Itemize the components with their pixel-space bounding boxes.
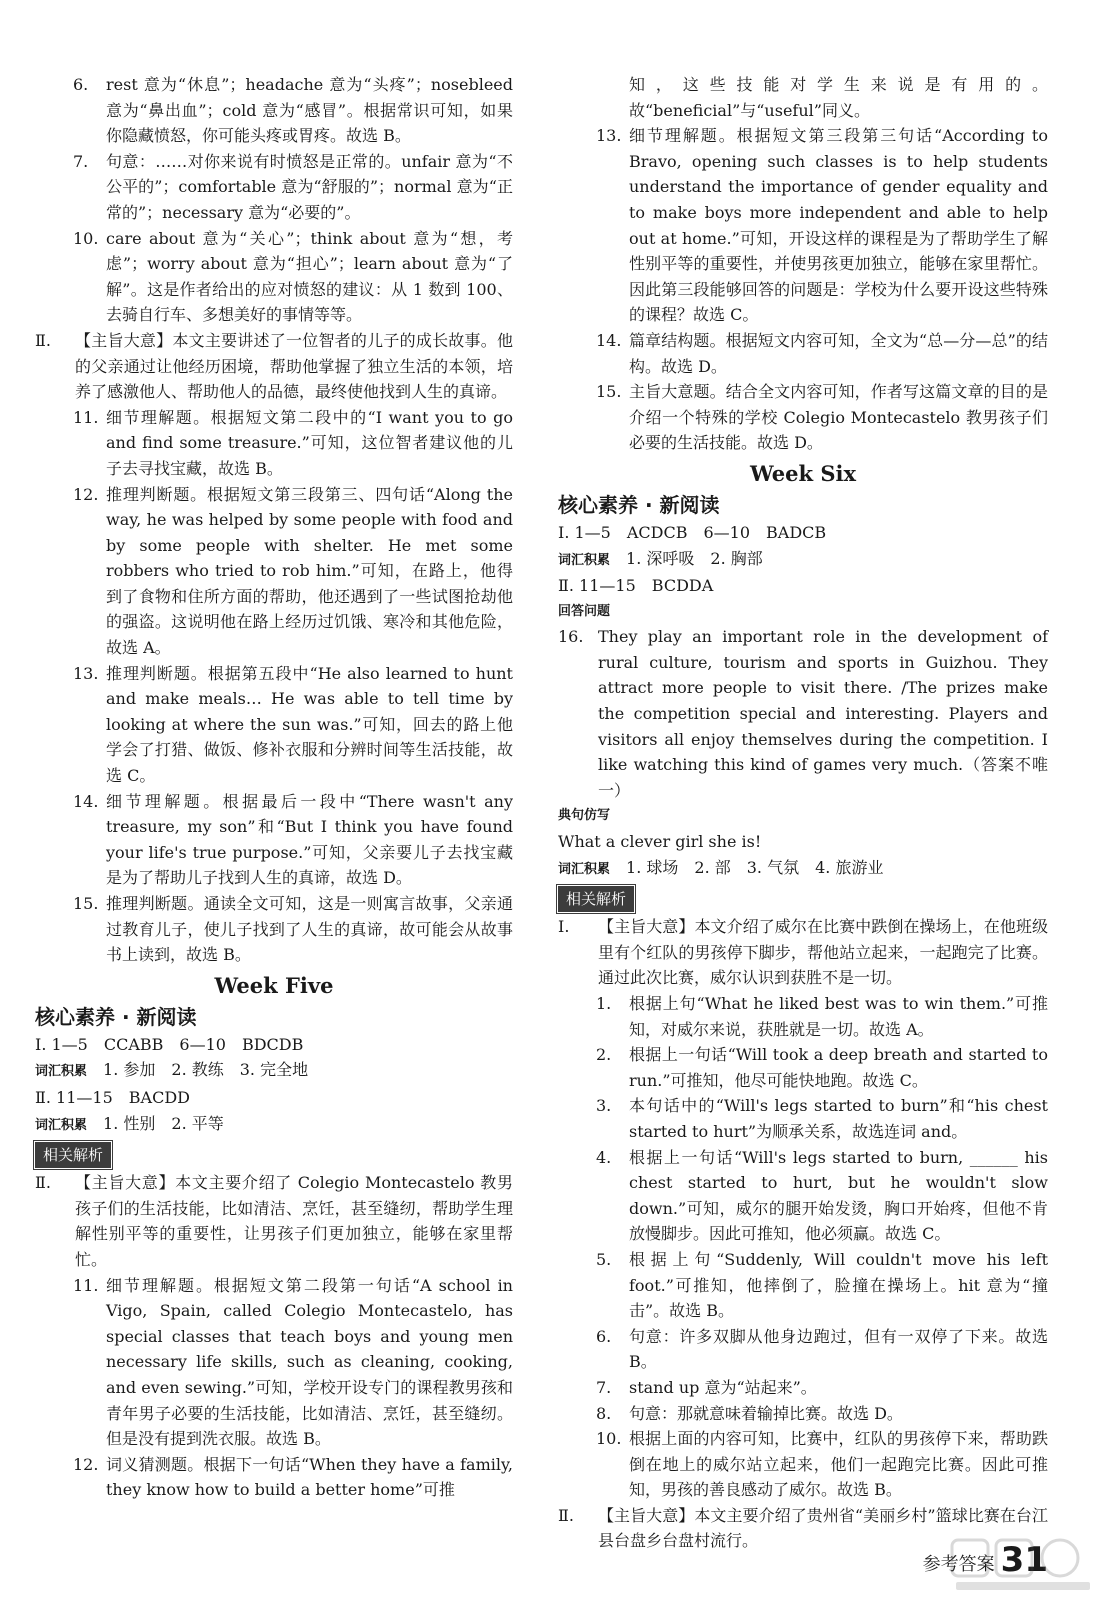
week-title: Week Six bbox=[749, 460, 857, 486]
answer-key: Ⅱ. 11—15 BCDDA bbox=[558, 576, 714, 596]
imitate-label: 典句仿写 bbox=[558, 808, 611, 824]
answer-item: 6. rest 意为“休息”；headache 意为“头疼”；nosebleed 意为“鼻出血”；cold 意为“感冒”。根据常识可知，如果你隐藏愤怒，你可能头疼或胃疼。故选 B。 bbox=[73, 75, 513, 146]
imitate-sentence: What a clever girl she is! bbox=[558, 832, 762, 852]
answer-item: 5. 根据上句“Suddenly, Will couldn't move his left foot.”可推知，他摔倒了，脸撞在操场上。hit 意为“撞击”。故选 B。 bbox=[596, 1249, 1048, 1321]
answer-item: 13. 细节理解题。根据短文第三段第三句话“According to Bravo, opening such classes is to help students understand the importance of gender equality and to make boys more independent and able to help out at home.”可知，开设这样的课程是为了帮助学生了解性别平等的重要性，并使男孩更加独立，能够在家里帮忙。因此第三段能够回答的问题是：学校为什么要开设这些特殊的课程？故选 C。 bbox=[596, 126, 1048, 325]
analysis-tag: 相关解析 bbox=[558, 886, 634, 912]
answer-item: 15. 主旨大意题。结合全文内容可知，作者写这篇文章的目的是介绍一个特殊的学校 Colegio Montecastelo 教男孩子们必要的生活技能。故选 D。 bbox=[596, 382, 1048, 453]
answer-item: 16. They play an important role in the development of rural culture, tourism and sports in Guizhou. They attract more people to visit there. /The prizes make the competition special and interesting. Players and visitors all enjoy themselves during the competition. I like watching this kind of games very much.（答案不唯一） bbox=[558, 627, 1048, 800]
answer-item: 11. 细节理解题。根据短文第二段第一句话“A school in Vigo, Spain, called Colegio Montecastelo, has special classes that teach boys and young men necessary life skills, such as cleaning, cooking, and even sewing.”可知，学校开设专门的课程教男孩和青年男子必要的生活技能，比如清洁、烹饪，甚至缝纫。但是没有提到洗衣服。故选 B。 bbox=[73, 1275, 513, 1449]
answer-item: 6. 句意：许多双脚从他身边跑过，但有一双停了下来。故选 B。 bbox=[596, 1326, 1048, 1372]
left-column bbox=[35, 72, 513, 1503]
answer-item: 1. 根据上句“What he liked best was to win them.”可推知，对威尔来说，获胜就是一切。故选 A。 bbox=[596, 994, 1048, 1039]
main-idea-block: Ⅱ. 【主旨大意】本文主要介绍了 Colegio Montecastelo 教男孩子们的生活技能，比如清洁、烹饪，甚至缝纫，帮助学生理解性别平等的重要性，让男孩子们更加独立，能够在家里帮忙。 bbox=[35, 1173, 513, 1269]
main-idea-block: Ⅱ. 【主旨大意】本文主要介绍了贵州省“美丽乡村”篮球比赛在台江县台盘乡台盘村流行。 bbox=[558, 1505, 1048, 1551]
answer-key: Ⅰ. 1—5 CCABB 6—10 BDCDB bbox=[35, 1034, 304, 1054]
answer-item: 12. 词义猜测题。根据下一句话“When they have a family, they know how to build a better home”可推 bbox=[73, 1454, 513, 1500]
answer-item: 7. stand up 意为“站起来”。 bbox=[596, 1377, 817, 1397]
continued-text: 知，这些技能对学生来说是有用的。故“beneficial”与“useful”同义。 bbox=[629, 75, 1048, 120]
vocab-line: 词汇积累 1. 参加 2. 教练 3. 完全地 bbox=[35, 1060, 309, 1080]
answer-item: 3. 本句话中的“Will's legs started to burn”和“his chest started to hurt”为顺承关系，故选连词 and。 bbox=[596, 1096, 1048, 1141]
qa-label: 回答问题 bbox=[558, 603, 611, 619]
answer-item: 7. 句意：……对你来说有时愤怒是正常的。unfair 意为“不公平的”；comfortable 意为“舒服的”；normal 意为“正常的”；necessary 意为“必要的”。 bbox=[73, 151, 513, 222]
main-idea-block: Ⅰ. 【主旨大意】本文介绍了威尔在比赛中跌倒在操场上，在他班级里有个红队的男孩停下脚步，帮他站立起来，一起跑完了比赛。通过此次比赛，威尔认识到获胜不是一切。 bbox=[558, 917, 1048, 988]
answer-item: 14. 细节理解题。根据最后一段中“There wasn't any treasure, my son”和“But I think you have found your life's true purpose.”可知，父亲要儿子去找宝藏是为了帮助儿子找到人生的真谛，故选 D。 bbox=[73, 791, 513, 888]
answer-item: 12. 推理判断题。根据短文第三段第三、四句话“Along the way, he was helped by some people with food and by some people with shelter. He met some robbers who tried to rob him.”可知，在路上，他得到了食物和住所方面的帮助，他还遇到了一些试图抢劫他的强盗。这说明他在路上经历过饥饿、寒冷和其他危险，故选 A。 bbox=[73, 484, 513, 658]
answer-item: 13. 推理判断题。根据第五段中“He also learned to hunt and make meals… He was able to tell time by looking at where the sun was.”可知，回去的路上他学会了打猎、做饭、修补衣服和分辨时间等生活技能，故选 C。 bbox=[73, 663, 513, 786]
right-column bbox=[558, 72, 1048, 1554]
footer-label: 参考答案 bbox=[922, 1554, 995, 1575]
answer-key: Ⅱ. 11—15 BACDD bbox=[35, 1087, 190, 1107]
answer-item: 14. 篇章结构题。根据短文内容可知，全文为“总—分—总”的结构。故选 D。 bbox=[596, 330, 1048, 376]
answer-key: Ⅰ. 1—5 ACDCB 6—10 BADCB bbox=[558, 522, 827, 542]
section-heading: 核心素养 · 新阅读 bbox=[35, 1004, 197, 1029]
answer-item: 15. 推理判断题。通读全文可知，这是一则寓言故事，父亲通过教育儿子，使儿子找到了人生的真谛，故可能会从故事书上读到，故选 B。 bbox=[73, 894, 513, 965]
answer-item: 10. 根据上面的内容可知，比赛中，红队的男孩停下来，帮助跌倒在地上的威尔站立起来，他们一起跑完比赛。因此可推知，男孩的善良感动了威尔。故选 B。 bbox=[596, 1429, 1048, 1500]
answer-item: 8. 句意：那就意味着输掉比赛。故选 D。 bbox=[596, 1403, 903, 1423]
page-number: 31 bbox=[1000, 1540, 1048, 1580]
vocab-line: 词汇积累 1. 球场 2. 部 3. 气氛 4. 旅游业 bbox=[558, 857, 884, 877]
analysis-tag: 相关解析 bbox=[35, 1142, 111, 1168]
vocab-line: 词汇积累 1. 性别 2. 平等 bbox=[35, 1113, 224, 1133]
section-heading: 核心素养 · 新阅读 bbox=[558, 492, 720, 517]
main-idea-block: Ⅱ. 【主旨大意】本文主要讲述了一位智者的儿子的成长故事。他的父亲通过让他经历困境，帮助他掌握了独立生活的本领，培养了感激他人、帮助他人的品德，最终使他找到人生的真谛。 bbox=[35, 330, 513, 402]
answer-item: 11. 细节理解题。根据短文第二段中的“I want you to go and find some treasure.”可知，这位智者建议他的儿子去寻找宝藏，故选 B。 bbox=[73, 407, 513, 478]
answer-item: 4. 根据上一句话“Will's legs started to burn, ______ his chest started to hurt, but he wouldn't slow down.”可知，威尔的腿开始发烫，胸口开始疼，但他不肯放慢脚步。因此可推知，他必须赢。故选 C。 bbox=[596, 1147, 1048, 1244]
answer-item: 2. 根据上一句话“Will took a deep breath and started to run.”可推知，他尽可能快地跑。故选 C。 bbox=[596, 1045, 1048, 1090]
vocab-line: 词汇积累 1. 深呼吸 2. 胸部 bbox=[558, 548, 763, 568]
watermark-logo-icon bbox=[948, 1536, 1098, 1594]
answer-item: 10. care about 意为“关心”；think about 意为“想，考虑”；worry about 意为“担心”；learn about 意为“了解”。这是作者给出的应对愤怒的建议：从 1 数到 100、去骑自行车、多想美好的事情等等。 bbox=[73, 228, 513, 325]
week-title: Week Five bbox=[214, 972, 334, 998]
